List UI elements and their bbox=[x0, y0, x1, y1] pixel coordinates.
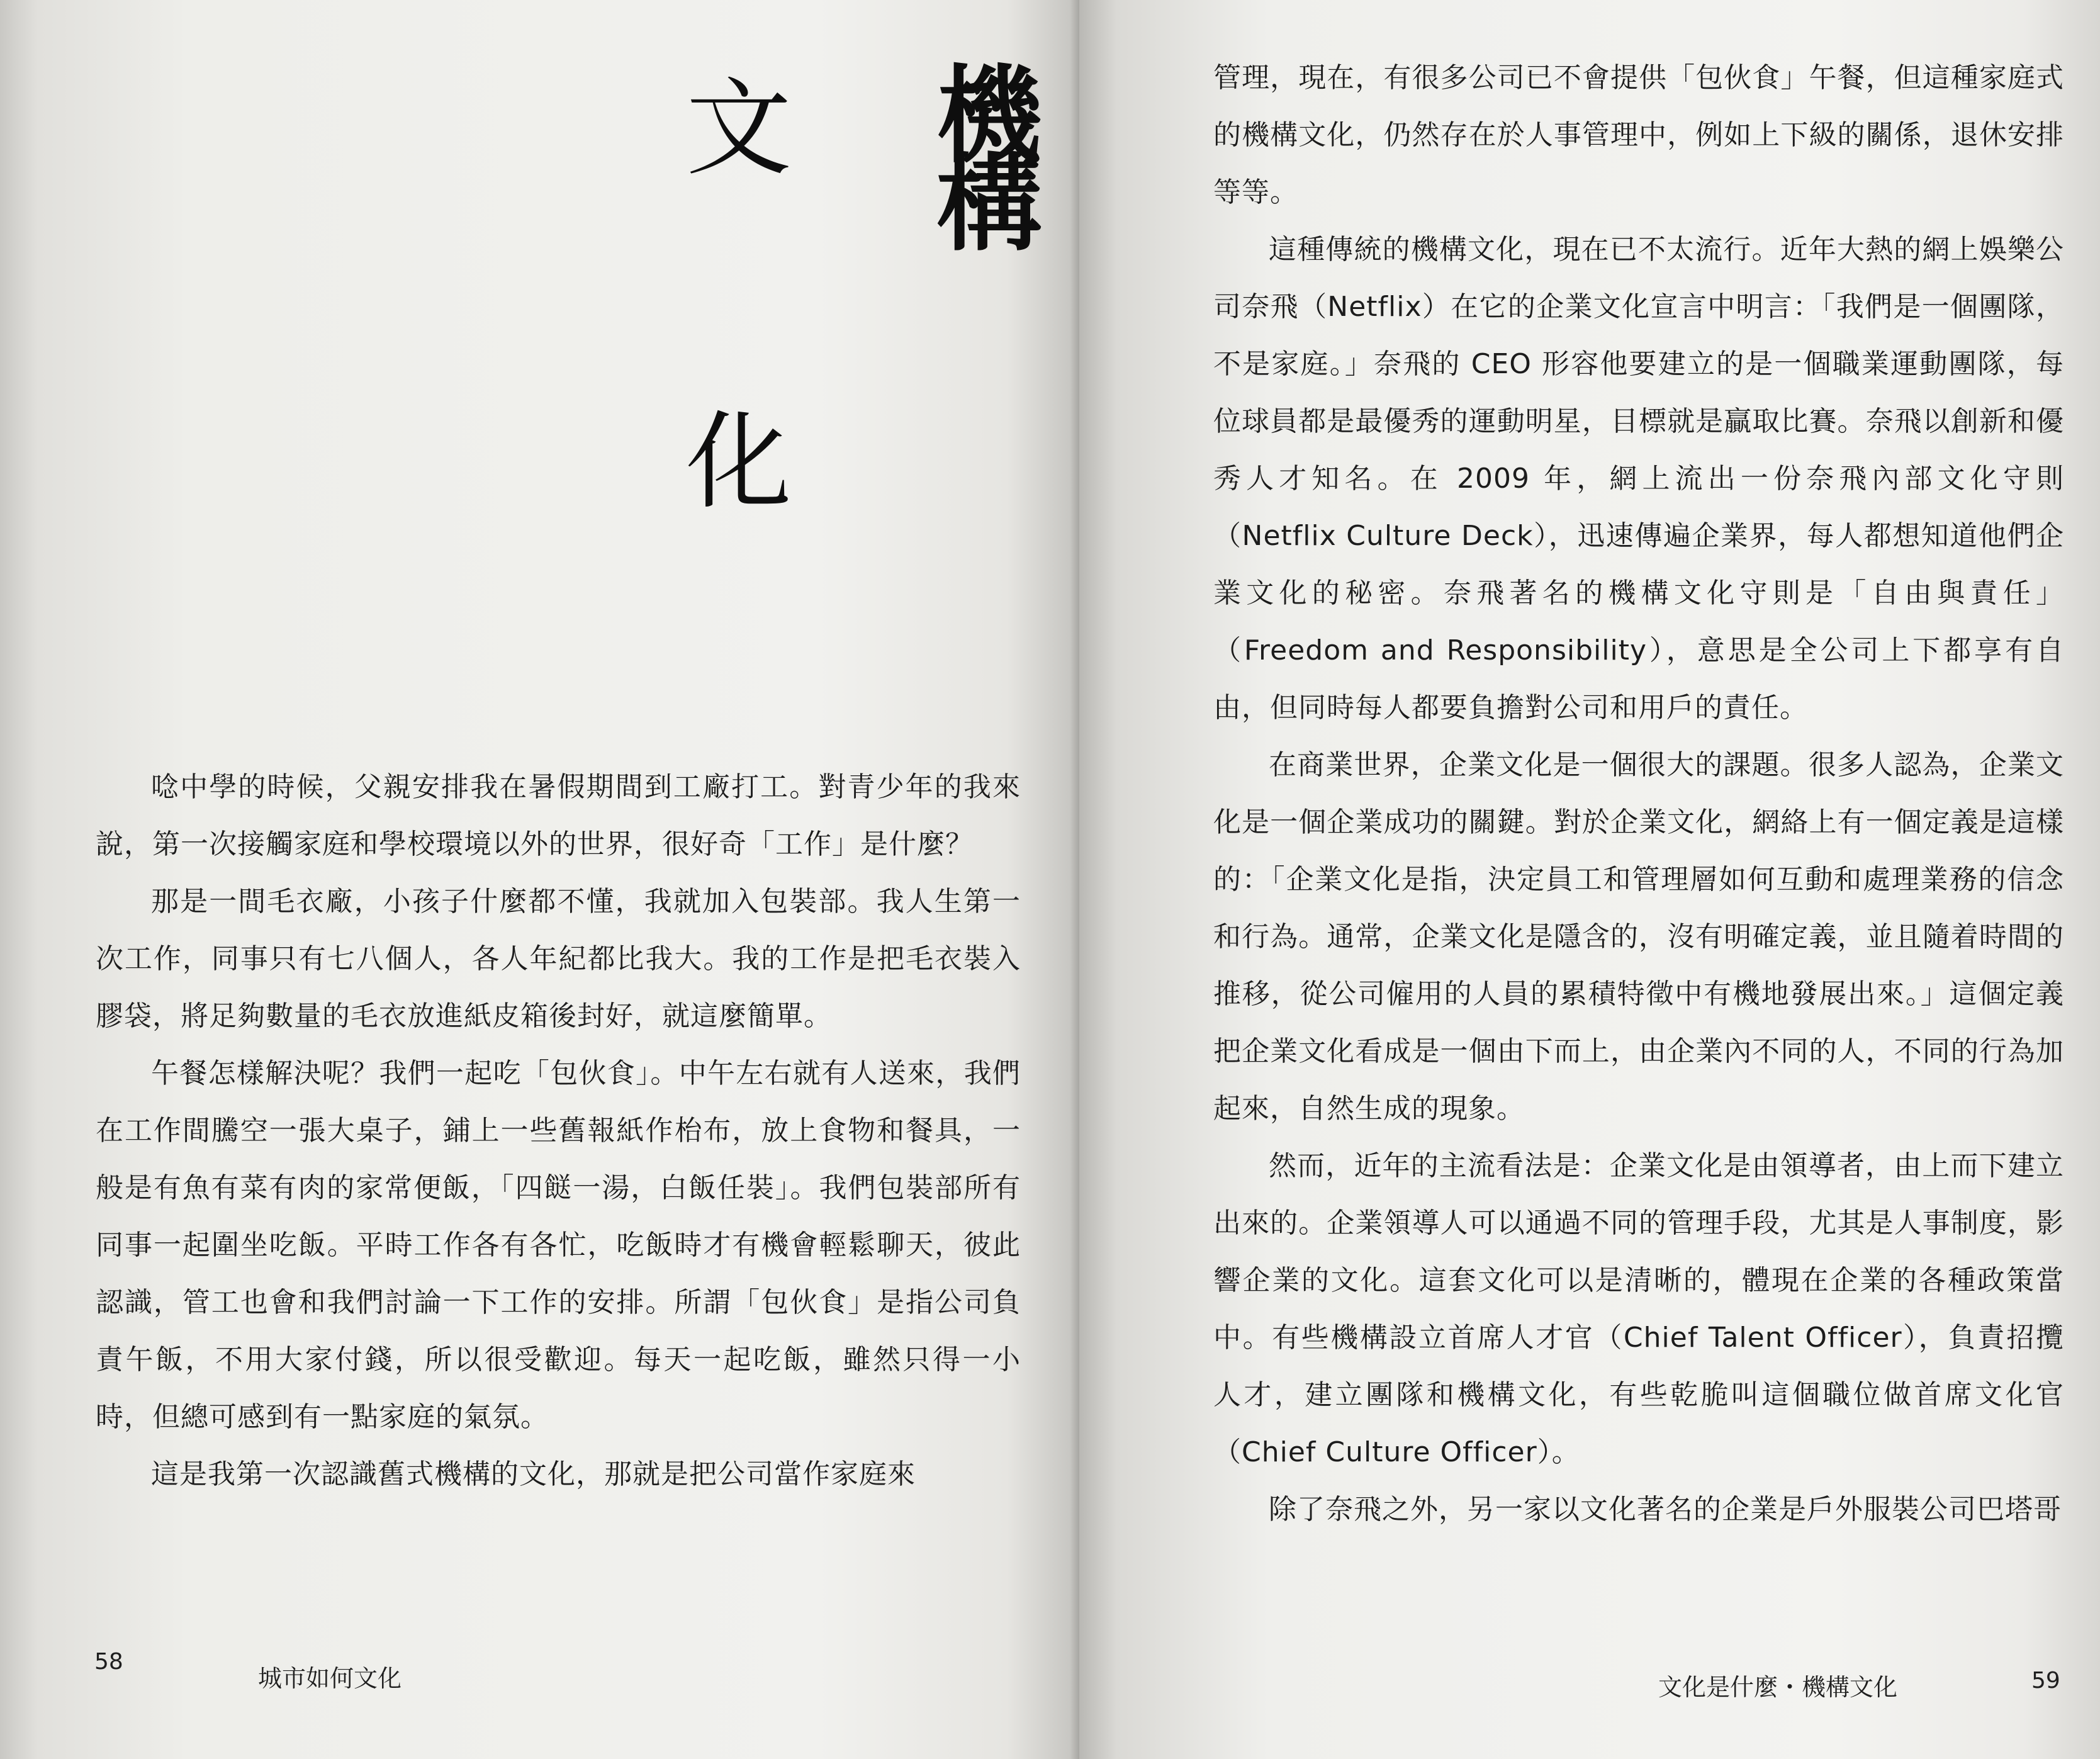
chapter-title-char-3: 文 bbox=[686, 67, 792, 190]
right-body-text bbox=[1213, 49, 2064, 1538]
paragraph: 在商業世界，企業文化是一個很大的課題。很多人認為，企業文化是一個企業成功的關鍵。對於企業文化，網絡上有一個定義是這樣的：「企業文化是指，決定員工和管理層如何互動和處理業務的信念和行為。通常，企業文化是隱含的，沒有明確定義，並且隨着時間的推移，從公司僱用的人員的累積特徵中有機地發展出來。」這個定義把企業文化看成是一個由下而上，由企業內不同的人，不同的行為加起來，自然生成的現象。 bbox=[1213, 749, 2064, 1125]
running-title: 城市如何文化 bbox=[258, 1665, 402, 1692]
page-number: 59 bbox=[2031, 1668, 2060, 1694]
chapter-title-char-1: 機 bbox=[936, 54, 1042, 177]
left-body-text bbox=[96, 758, 1021, 1503]
paragraph: 午餐怎樣解決呢？我們一起吃「包伙食」。中午左右就有人送來，我們在工作間騰空一張大桌子，鋪上一些舊報紙作枱布，放上食物和餐具，一般是有魚有菜有肉的家常便飯，「四餸一湯，白飯任裝」。我們包裝部所有同事一起圍坐吃飯。平時工作各有各忙，吃飯時才有機會輕鬆聊天，彼此認識，管工也會和我們討論一下工作的安排。所謂「包伙食」是指公司負責午飯，不用大家付錢，所以很受歡迎。每天一起吃飯，雖然只得一小時，但總可感到有一點家庭的氣氛。 bbox=[96, 1057, 1021, 1433]
paragraph: 管理，現在，有很多公司已不會提供「包伙食」午餐，但這種家庭式的機構文化，仍然存在於人事管理中，例如上下級的關係，退休安排等等。 bbox=[1213, 62, 2064, 208]
right-page bbox=[1079, 0, 2100, 1759]
running-title: 文化是什麼・機構文化 bbox=[1658, 1673, 1898, 1701]
page-number: 58 bbox=[94, 1649, 123, 1675]
chapter-title-char-4: 化 bbox=[686, 400, 792, 524]
paragraph: 這是我第一次認識舊式機構的文化，那就是把公司當作家庭來 bbox=[151, 1458, 916, 1490]
chapter-title-char-2: 構 bbox=[936, 142, 1042, 266]
paragraph: 除了奈飛之外，另一家以文化著名的企業是戶外服裝公司巴塔哥 bbox=[1269, 1493, 2062, 1526]
paragraph: 那是一間毛衣廠，小孩子什麼都不懂，我就加入包裝部。我人生第一次工作，同事只有七八個人，各人年紀都比我大。我的工作是把毛衣裝入膠袋，將足夠數量的毛衣放進紙皮箱後封好，就這麼簡單。 bbox=[96, 885, 1021, 1032]
paragraph: 唸中學的時候，父親安排我在暑假期間到工廠打工。對青少年的我來說，第一次接觸家庭和學校環境以外的世界，很好奇「工作」是什麼？ bbox=[96, 771, 1021, 860]
paragraph: 這種傳統的機構文化，現在已不太流行。近年大熱的網上娛樂公司奈飛（Netflix）在它的企業文化宣言中明言：「我們是一個團隊，不是家庭。」奈飛的 CEO 形容他要建立的是一個職業運動團隊，每位球員都是最優秀的運動明星，目標就是贏取比賽。奈飛以創新和優秀人才知名。在 2009 年，網上流出一份奈飛內部文化守則（Netflix Culture Deck），迅速傳遍企業界，每人都想知道他們企業文化的秘密。奈飛著名的機構文化守則是「自由與責任」（Freedom and Responsibility），意思是全公司上下都享有自由，但同時每人都要負擔對公司和用戶的責任。 bbox=[1213, 233, 2064, 724]
paragraph: 然而，近年的主流看法是：企業文化是由領導者，由上而下建立出來的。企業領導人可以通過不同的管理手段，尤其是人事制度，影響企業的文化。這套文化可以是清晰的，體現在企業的各種政策當中。有些機構設立首席人才官（Chief Talent Officer），負責招攬人才，建立團隊和機構文化，有些乾脆叫這個職位做首席文化官（Chief Culture Officer）。 bbox=[1213, 1150, 2064, 1468]
